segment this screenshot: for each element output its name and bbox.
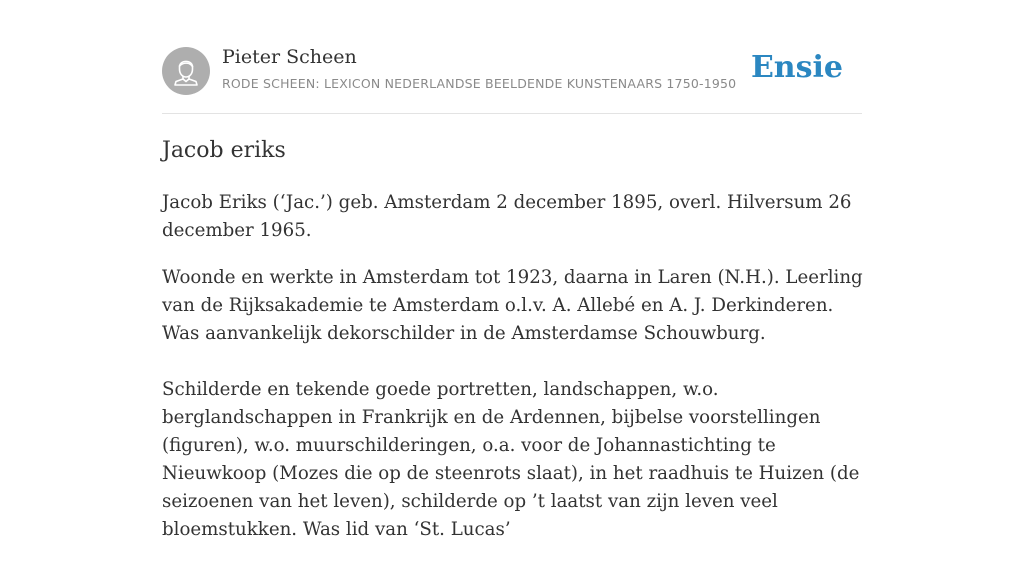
article-body bbox=[162, 189, 872, 563]
person-outline-icon bbox=[162, 47, 210, 95]
user-avatar-icon[interactable] bbox=[162, 47, 210, 95]
article-title: Jacob eriks bbox=[162, 138, 286, 163]
paragraph-works: Schilderde en tekende goede portretten, landschappen, w.o. berglandschappen in Frankrijk en de Ardennen, bijbelse voorstellingen (figuren), w.o. muurschilderingen, o.a. voor de Johannastichting te Nieuwkoop (Mozes die op de steenrots slaat), in het raadhuis te Huizen (de seizoenen van het leven), schilderde op ’t laatst van zijn leven veel bloemstukken. Was lid van ‘St. Lucas’ bbox=[162, 379, 860, 540]
source-lexicon[interactable]: RODE SCHEEN: LEXICON NEDERLANDSE BEELDENDE KUNSTENAARS 1750-1950 bbox=[222, 76, 737, 91]
paragraph-career: Woonde en werkte in Amsterdam tot 1923, daarna in Laren (N.H.). Leerling van de Rijksakademie te Amsterdam o.l.v. A. Allebé en A. J. Derkinderen. Was aanvankelijk dekorschilder in de Amsterdamse Schouwburg. bbox=[162, 267, 863, 344]
author-name[interactable]: Pieter Scheen bbox=[222, 46, 357, 68]
article-header bbox=[162, 46, 862, 114]
paragraph-birth: Jacob Eriks (‘Jac.’) geb. Amsterdam 2 december 1895, overl. Hilversum 26 december 1965. bbox=[162, 192, 852, 241]
brand-logo[interactable]: Ensie bbox=[750, 50, 843, 85]
